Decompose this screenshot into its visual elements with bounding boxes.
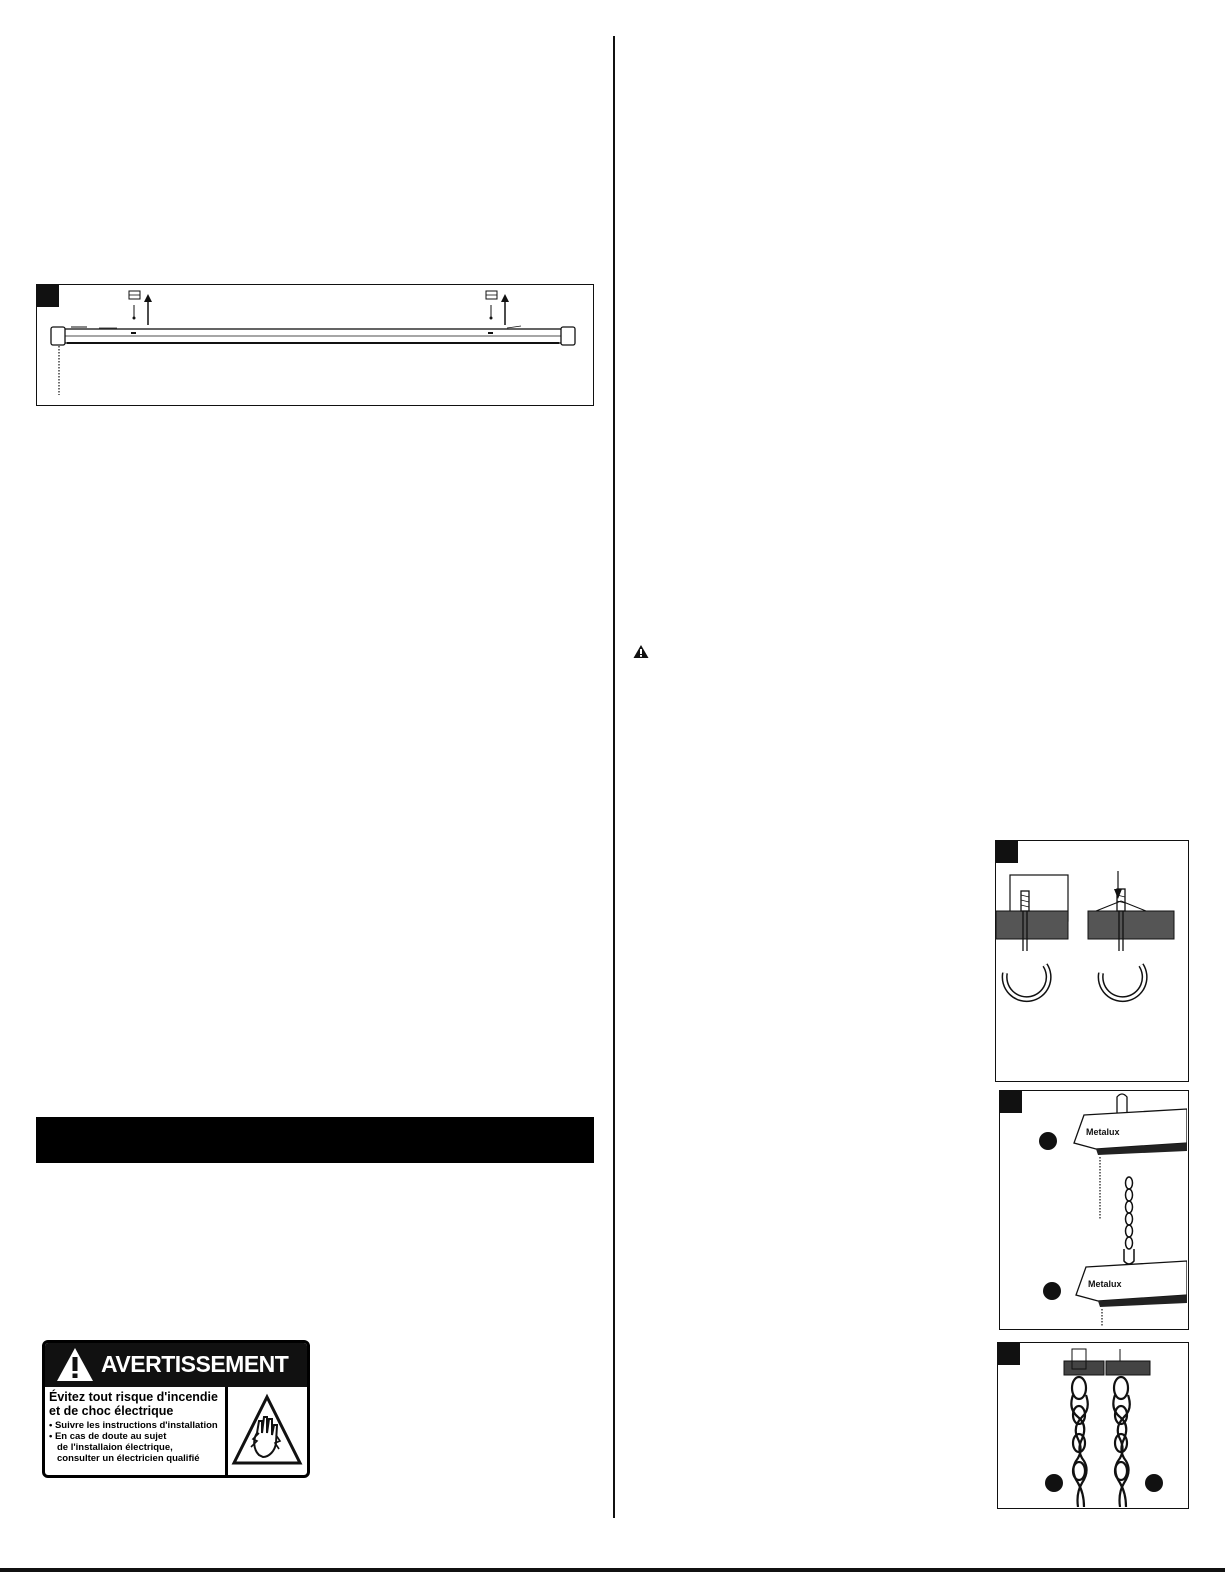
- step-marker-c: [1045, 1474, 1063, 1492]
- warning-bullet-1: • Suivre les instructions d'installation: [49, 1420, 218, 1431]
- fixture-mounting-drawing: [37, 285, 592, 404]
- caution-triangle-icon: [633, 644, 649, 659]
- warning-headline-1: Évitez tout risque d'incendie: [49, 1390, 218, 1404]
- warning-bullet-2c: consulter un électricien qualifié: [57, 1453, 200, 1464]
- figure-number-badge: [1000, 1091, 1022, 1113]
- figure-chain-to-fixture: [999, 1090, 1189, 1330]
- figure-fixture-mounting: [36, 284, 594, 406]
- warning-label-divider: [225, 1387, 228, 1475]
- warning-triangle-icon: [55, 1346, 95, 1383]
- fixture-brand-lower: Metalux: [1088, 1279, 1122, 1289]
- warning-headline-2: et de choc électrique: [49, 1404, 174, 1418]
- warning-bullet-2b: de l'installaion électrique,: [57, 1442, 173, 1453]
- hook-installation-drawing: [996, 841, 1187, 1080]
- figure-number-badge: [998, 1343, 1020, 1365]
- warning-label: [42, 1340, 310, 1478]
- step-marker-b: [1043, 1282, 1061, 1300]
- step-marker-d: [1145, 1474, 1163, 1492]
- column-divider: [613, 36, 615, 1518]
- warning-label-title: AVERTISSEMENT: [101, 1351, 289, 1377]
- electric-shock-icon: [231, 1393, 303, 1469]
- chain-hooks-drawing: [998, 1343, 1187, 1507]
- figure-hook-installation: [995, 840, 1189, 1082]
- figure-number-badge: [37, 285, 59, 307]
- warning-bullet-2: • En cas de doute au sujet: [49, 1431, 167, 1442]
- page-bottom-rule: [0, 1568, 1225, 1572]
- warning-label-text: [49, 1390, 225, 1464]
- step-marker-a: [1039, 1132, 1057, 1150]
- warning-label-header: [45, 1343, 307, 1387]
- figure-chain-hooks: [997, 1342, 1189, 1509]
- fixture-brand-upper: Metalux: [1086, 1127, 1120, 1137]
- figure-number-badge: [996, 841, 1018, 863]
- section-header-bar: [36, 1117, 594, 1163]
- chain-to-fixture-drawing: [1000, 1091, 1187, 1328]
